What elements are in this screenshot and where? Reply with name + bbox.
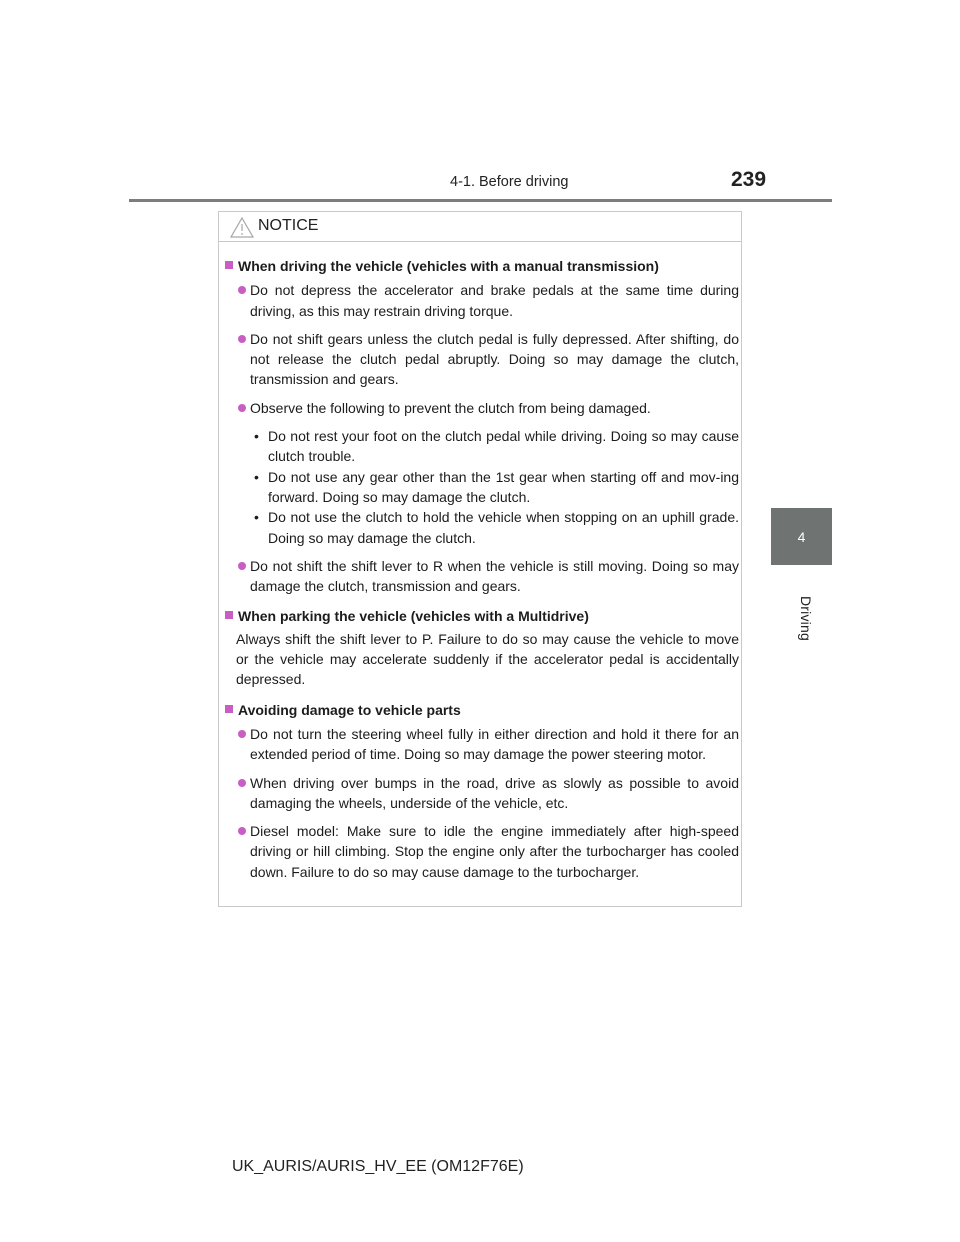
list-item-text: Diesel model: Make sure to idle the engine immediately after high-speed driving or hill climbing. Stop the engine only after the turbocharger has cooled down. Failure to do so may cause damage to the turbocharger. bbox=[250, 823, 739, 880]
section-heading bbox=[225, 606, 739, 626]
round-bullet-icon bbox=[238, 404, 246, 412]
sub-list-item bbox=[225, 426, 739, 467]
sub-list-item bbox=[225, 507, 739, 548]
notice-body bbox=[225, 250, 739, 882]
section-heading-text: When parking the vehicle (vehicles with a Multidrive) bbox=[238, 608, 589, 625]
sub-bullet-icon: • bbox=[254, 468, 259, 485]
list-item bbox=[225, 724, 739, 765]
notice-title: NOTICE bbox=[258, 217, 319, 234]
round-bullet-icon bbox=[238, 562, 246, 570]
notice-box bbox=[218, 211, 742, 907]
round-bullet-icon bbox=[238, 286, 246, 294]
list-item bbox=[225, 821, 739, 882]
chapter-tab[interactable] bbox=[771, 508, 832, 565]
list-item bbox=[225, 329, 739, 390]
section-heading bbox=[225, 700, 739, 720]
chapter-tab-label: Driving bbox=[798, 596, 814, 641]
notice-header bbox=[219, 212, 741, 242]
footer-model-code: UK_AURIS/AURIS_HV_EE (OM12F76E) bbox=[232, 1158, 524, 1175]
list-item-text: When driving over bumps in the road, drive as slowly as possible to avoid damaging the wheels, underside of the vehicle, etc. bbox=[250, 774, 739, 811]
sub-list-item-text: Do not use the clutch to hold the vehicle when stopping on an uphill grade. Doing so may damage the clutch. bbox=[268, 509, 739, 546]
square-bullet-icon bbox=[225, 611, 233, 619]
chapter-tab-number: 4 bbox=[797, 528, 806, 545]
list-item bbox=[225, 556, 739, 597]
sub-list-item bbox=[225, 467, 739, 508]
page-number: 239 bbox=[731, 168, 767, 191]
section-paragraph: Always shift the shift lever to P. Failure to do so may cause the vehicle to move or the vehicle may accelerate suddenly if the accelerator pedal is accidentally depressed. bbox=[236, 630, 739, 688]
round-bullet-icon bbox=[238, 730, 246, 738]
list-item-text: Observe the following to prevent the clutch from being damaged. bbox=[250, 399, 651, 416]
header-rule bbox=[129, 199, 832, 202]
list-item-text: Do not turn the steering wheel fully in either direction and hold it there for an extended period of time. Doing so may damage the power steering motor. bbox=[250, 725, 739, 763]
list-item bbox=[225, 773, 739, 814]
sub-list-item-text: Do not use any gear other than the 1st gear when starting off and mov-ing forward. Doing so may damage the clutch. bbox=[268, 468, 739, 505]
round-bullet-icon bbox=[238, 827, 246, 835]
section-heading-text: Avoiding damage to vehicle parts bbox=[238, 701, 461, 718]
square-bullet-icon bbox=[225, 261, 233, 269]
list-item bbox=[225, 398, 739, 418]
list-item-text: Do not depress the accelerator and brake pedals at the same time during driving, as this may restrain driving torque. bbox=[250, 282, 739, 319]
round-bullet-icon bbox=[238, 779, 246, 787]
sub-bullet-icon: • bbox=[254, 428, 259, 445]
section-heading bbox=[225, 256, 739, 276]
list-item-text: Do not shift the shift lever to R when the vehicle is still moving. Doing so may damage the clutch, transmission and gears. bbox=[250, 557, 739, 595]
header-section-title: 4-1. Before driving bbox=[450, 174, 569, 190]
sub-bullet-icon: • bbox=[254, 509, 259, 526]
list-item-text: Do not shift gears unless the clutch pedal is fully depressed. After shifting, do not release the clutch pedal abruptly. Doing so may damage the clutch, transmission and gears. bbox=[250, 330, 739, 388]
sub-list-item-text: Do not rest your foot on the clutch pedal while driving. Doing so may cause clutch trouble. bbox=[268, 428, 739, 465]
section-heading-text: When driving the vehicle (vehicles with a manual transmission) bbox=[238, 258, 659, 274]
square-bullet-icon bbox=[225, 705, 233, 713]
warning-triangle-icon bbox=[230, 217, 254, 243]
round-bullet-icon bbox=[238, 335, 246, 343]
list-item bbox=[225, 280, 739, 321]
